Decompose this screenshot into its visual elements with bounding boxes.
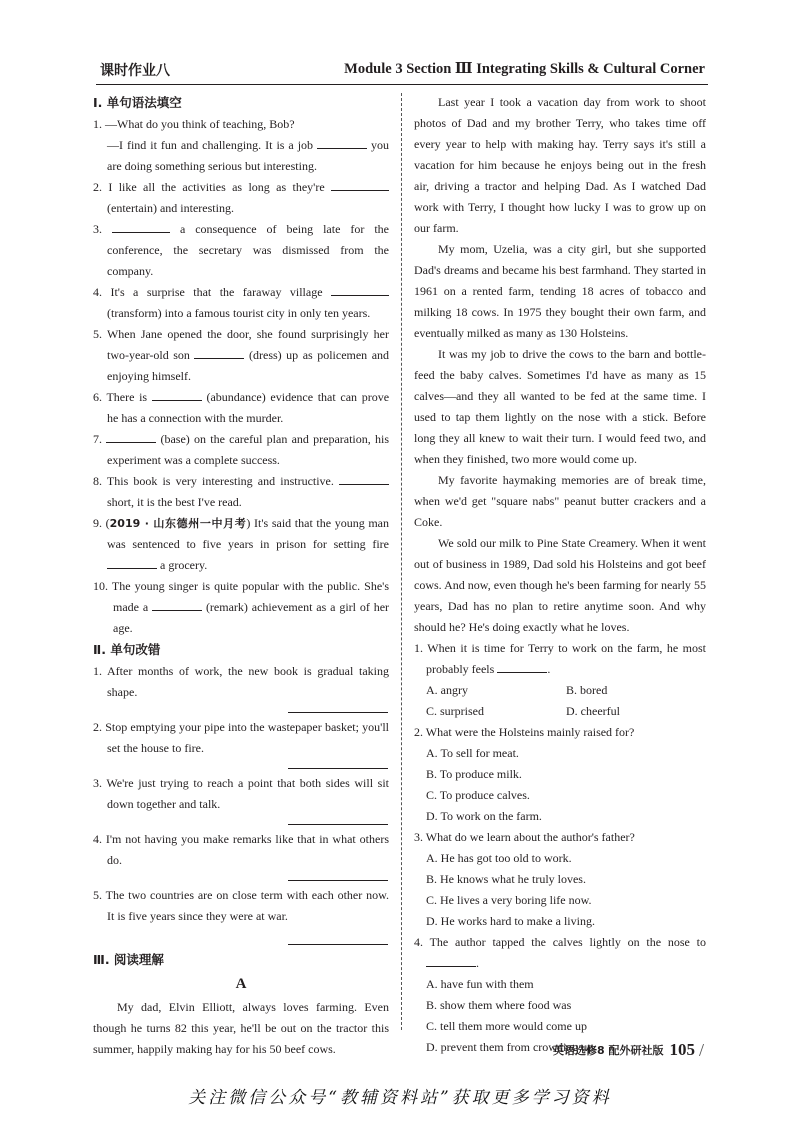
header-rule [96,84,708,85]
mcq-1-options-row-2 [414,701,706,722]
section-1-title: Ⅰ. 单句语法填空 [93,95,182,110]
watermark-text: 关注微信公众号“教辅资料站”获取更多学习资料 [188,1088,612,1108]
passage-paragraph-3: My mom, Uzelia, was a city girl, but she supported Dad's dreams and became his best farmhand. They started in 1961 on a rented farm, tending 18 acres of tobacco and milking 18 cows. In 1975 they bought their own farm, and eventually milked as many as 130 Holsteins. [414,242,706,340]
option-a[interactable]: A. To sell for meat. [426,746,519,760]
question-2: 2. I like all the activities as long as they're (entertain) and interesting. [93,177,389,219]
question-9: 9. (2019 · 山东德州一中月考) It's said that the young man was sentenced to five years in prison for setting fire a grocery. [93,516,390,572]
section-2-title: Ⅱ. 单句改错 [93,642,161,657]
question-5: 5. When Jane opened the door, she found surprisingly her two-year-old son (dress) up as policemen and enjoying himself. [93,327,390,383]
option-b[interactable]: B. show them where food was [426,998,572,1012]
option-c[interactable]: C. He lives a very boring life now. [426,893,592,907]
correction-2: 2. Stop emptying your pipe into the wastepaper basket; you'll set the house to fire. [93,720,389,755]
passage-paragraph-2: Last year I took a vacation day from work to shoot photos of Dad and my brother Terry, who takes time off every year to help with making hay. Terry says it's still a vacation for him because he enjoys being out in the fresh air, driving a tractor and helping Dad. As I watched Dad work with Terry, I thought how lucky I was to grow up on our farm. [414,95,706,235]
question-3: 3. a consequence of being late for the conference, the secretary was dismissed from the company. [93,222,389,278]
option-d[interactable]: D. To work on the farm. [426,809,542,823]
homework-title: 课时作业八 [100,63,170,79]
correction-answer-line[interactable] [288,935,388,945]
option-d[interactable]: D. cheerful [566,704,620,718]
page-number: 105 [669,1040,695,1059]
answer-blank[interactable] [331,284,389,296]
passage-paragraph-1: My dad, Elvin Elliott, always loves farming. Even though he turns 82 this year, he'll be out on the tractor this summer, happily making hay for his 50 beef cows. [93,1000,389,1056]
question-7: 7. (base) on the careful plan and preparation, his experiment was a complete success. [93,432,389,467]
correction-answer-line[interactable] [288,871,388,881]
correction-4: 4. I'm not having you make remarks like that in what others do. [93,832,389,867]
option-c[interactable]: C. surprised [426,704,484,718]
left-column [93,92,389,1060]
footer-slash-mark: / [698,1039,704,1060]
passage-paragraph-5: My favorite haymaking memories are of break time, when we'd get "square nabs" peanut butter crackers and a Coke. [414,473,706,529]
answer-blank[interactable] [317,137,367,149]
passage-paragraph-4: It was my job to drive the cows to the barn and bottle-feed the baby calves. Sometimes I'd have as many as 15 calves—and they all wanted to be fed at the same time. I used to tap them lightly on the nose with a stick. Before long they all knew to wait their turn. I would feed two, and when they finished, two more would come up. [414,347,706,466]
correction-answer-line[interactable] [288,759,388,769]
question-8: 8. This book is very interesting and instructive. short, it is the best I've read. [93,471,389,513]
question-1a: 1. —What do you think of teaching, Bob? [93,117,295,131]
mcq-1: 1. When it is time for Terry to work on the farm, he most probably feels . [414,641,706,676]
option-a[interactable]: A. He has got too old to work. [426,851,572,865]
option-b[interactable]: B. To produce milk. [426,767,522,781]
question-6: 6. There is (abundance) evidence that can prove he has a connection with the murder. [93,390,390,425]
module-title: Module 3 Section Ⅲ Integrating Skills & Cultural Corner [344,61,705,77]
correction-5: 5. The two countries are on close term with each other now. It is five years since they were at war. [93,888,389,923]
section-3-title: Ⅲ. 阅读理解 [93,952,164,967]
option-c[interactable]: C. tell them more would come up [426,1019,587,1033]
answer-blank[interactable] [194,347,244,359]
answer-blank[interactable] [331,179,389,191]
question-10: 10. The young singer is quite popular with the public. She's made a (remark) achievement as a girl of her age. [93,579,390,635]
question-source: 2019 · 山东德州一中月考 [109,517,247,530]
page-header [100,60,705,82]
answer-blank[interactable] [152,599,202,611]
answer-blank[interactable] [112,221,170,233]
correction-1: 1. After months of work, the new book is gradual taking shape. [93,664,389,699]
page-footer [553,1040,704,1060]
mcq-2: 2. What were the Holsteins mainly raised for? [414,725,635,739]
question-1b: —I find it fun and challenging. It is a job you are doing something serious but interesting. [107,138,390,173]
option-b[interactable]: B. He knows what he truly loves. [426,872,586,886]
mcq-4: 4. The author tapped the calves lightly on the nose to . [414,935,706,970]
book-edition-label: 英语选修8 配外研社版 [553,1044,664,1057]
option-c[interactable]: C. To produce calves. [426,788,530,802]
option-d[interactable]: D. He works hard to make a living. [426,914,595,928]
answer-blank[interactable] [426,955,476,967]
question-4: 4. It's a surprise that the faraway village (transform) into a famous tourist city in only ten years. [93,282,389,324]
right-column [414,92,706,1058]
option-a[interactable]: A. angry [426,683,468,697]
answer-blank[interactable] [339,473,389,485]
column-divider [401,93,402,1030]
option-b[interactable]: B. bored [566,683,608,697]
correction-3: 3. We're just trying to reach a point that both sides will sit down together and talk. [93,776,389,811]
mcq-3: 3. What do we learn about the author's father? [414,830,635,844]
answer-blank[interactable] [497,661,547,673]
correction-answer-line[interactable] [288,815,388,825]
mcq-1-options-row-1 [414,680,706,701]
answer-blank[interactable] [152,389,202,401]
answer-blank[interactable] [107,557,157,569]
option-a[interactable]: A. have fun with them [426,977,534,991]
passage-label: A [235,976,247,992]
answer-blank[interactable] [106,431,156,443]
correction-answer-line[interactable] [288,703,388,713]
passage-paragraph-6: We sold our milk to Pine State Creamery. When it went out of business in 1989, Dad sold his Holsteins and got beef cows. And now, even though he's been farming for nearly 55 years, Dad has no plan to retire anytime soon. And why should he? He's doing exactly what he loves. [414,536,706,634]
option-d[interactable]: D. prevent them from crowding up [426,1040,594,1054]
